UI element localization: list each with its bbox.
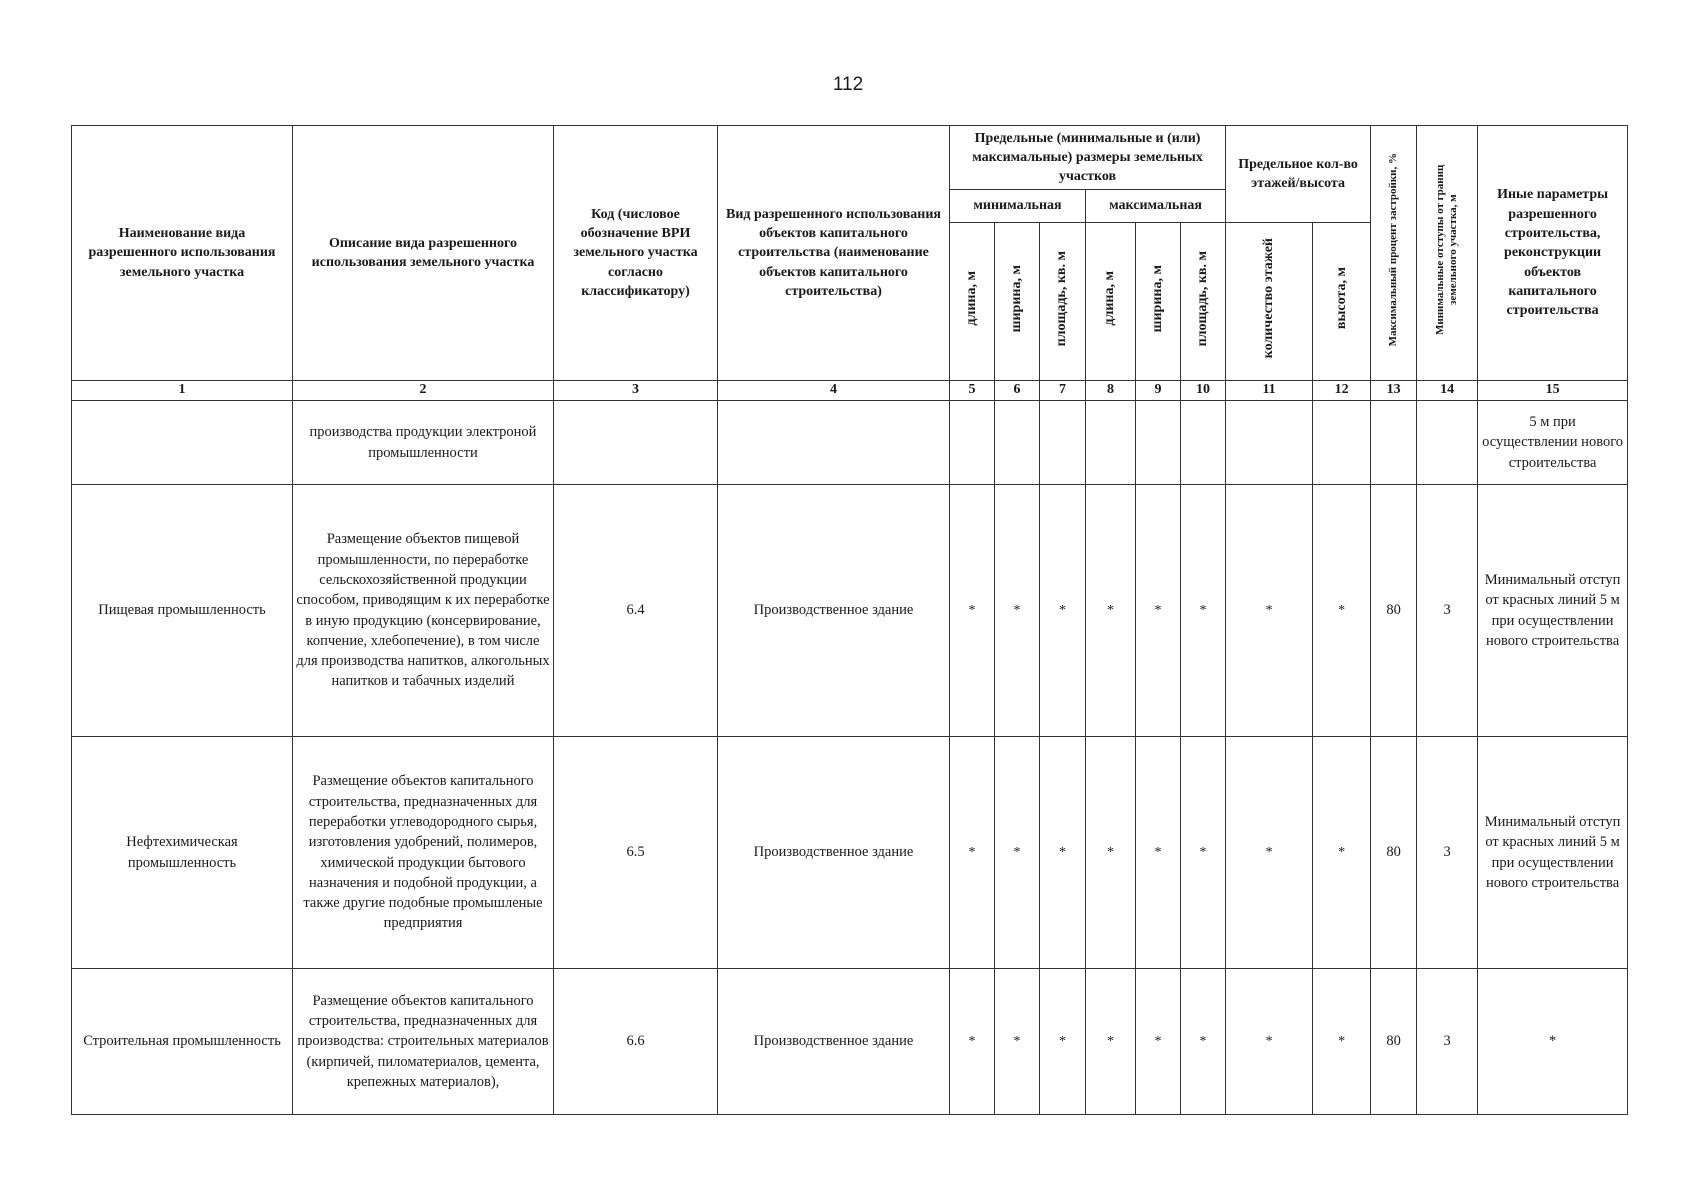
header-max-building-percent: Максимальный процент застройки, % <box>1371 126 1417 381</box>
height <box>1313 401 1371 485</box>
max-length: * <box>1086 485 1136 737</box>
min-area <box>1040 401 1086 485</box>
max-width <box>1136 401 1181 485</box>
header-min-setbacks: Минимальные отступы от границ земельного участка, м <box>1417 126 1478 381</box>
building-use: Производственное здание <box>718 737 950 969</box>
page-number: 112 <box>832 74 864 95</box>
header-max-width: ширина, м <box>1136 223 1181 381</box>
max-area: * <box>1181 485 1226 737</box>
column-number: 15 <box>1478 381 1628 401</box>
land-use-description: Размещение объектов пищевой промышленности, по переработке сельскохозяйственной продукции способом, приводящим к их переработке в иную продукцию (консервирование, копчение, хлебопечение), в том числе для производства напитков, алкогольных напитков и табачных изделий <box>293 485 554 737</box>
min-setback: 3 <box>1417 969 1478 1115</box>
land-use-code: 6.5 <box>554 737 718 969</box>
header-min-length: длина, м <box>950 223 995 381</box>
height: * <box>1313 969 1371 1115</box>
column-number: 4 <box>718 381 950 401</box>
table-row <box>72 485 1628 737</box>
max-area: * <box>1181 737 1226 969</box>
header-height: высота, м <box>1313 223 1371 381</box>
max-length: * <box>1086 737 1136 969</box>
header-max-area: площадь, кв. м <box>1181 223 1226 381</box>
min-width: * <box>995 485 1040 737</box>
column-number: 9 <box>1136 381 1181 401</box>
height: * <box>1313 737 1371 969</box>
column-numbers-row <box>72 381 1628 401</box>
building-use: Производственное здание <box>718 485 950 737</box>
floor-count: * <box>1226 969 1313 1115</box>
column-number: 12 <box>1313 381 1371 401</box>
max-building-percent: 80 <box>1371 485 1417 737</box>
min-area: * <box>1040 969 1086 1115</box>
zoning-table <box>71 125 1628 1115</box>
max-width: * <box>1136 485 1181 737</box>
min-width: * <box>995 737 1040 969</box>
table-row <box>72 737 1628 969</box>
header-code: Код (числовое обозначение ВРИ земельного участка согласно классификатору) <box>554 126 718 381</box>
max-width: * <box>1136 969 1181 1115</box>
max-length: * <box>1086 969 1136 1115</box>
header-max-length: длина, м <box>1086 223 1136 381</box>
header-floors-height: Предельное кол-во этажей/высота <box>1226 126 1371 223</box>
header-plot-sizes: Предельные (минимальные и (или) максимальные) размеры земельных участков <box>950 126 1226 190</box>
header-floor-count: количество этажей <box>1226 223 1313 381</box>
land-use-name <box>72 401 293 485</box>
column-number: 3 <box>554 381 718 401</box>
min-length: * <box>950 969 995 1115</box>
min-setback: 3 <box>1417 737 1478 969</box>
header-land-use-description: Описание вида разрешенного использования земельного участка <box>293 126 554 381</box>
land-use-description: Размещение объектов капитального строительства, предназначенных для переработки углеводородного сырья, изготовления удобрений, полимеров, химической продукции бытового назначения и подобной продукции, а также другие подобные промышленые предприятия <box>293 737 554 969</box>
other-parameters: Минимальный отступ от красных линий 5 м при осуществлении нового строительства <box>1478 485 1628 737</box>
header-min-area: площадь, кв. м <box>1040 223 1086 381</box>
min-length: * <box>950 485 995 737</box>
table-row <box>72 401 1628 485</box>
min-setback: 3 <box>1417 485 1478 737</box>
min-setback <box>1417 401 1478 485</box>
land-use-code: 6.4 <box>554 485 718 737</box>
column-number: 13 <box>1371 381 1417 401</box>
other-parameters: Минимальный отступ от красных линий 5 м при осуществлении нового строительства <box>1478 737 1628 969</box>
floor-count: * <box>1226 485 1313 737</box>
other-parameters: 5 м при осуществлении нового строительства <box>1478 401 1628 485</box>
min-length: * <box>950 737 995 969</box>
min-length <box>950 401 995 485</box>
max-building-percent: 80 <box>1371 969 1417 1115</box>
column-number: 7 <box>1040 381 1086 401</box>
min-width: * <box>995 969 1040 1115</box>
min-area: * <box>1040 485 1086 737</box>
header-min-width: ширина, м <box>995 223 1040 381</box>
max-area: * <box>1181 969 1226 1115</box>
land-use-name: Пищевая промышленность <box>72 485 293 737</box>
other-parameters: * <box>1478 969 1628 1115</box>
header-minimum: минимальная <box>950 190 1086 223</box>
floor-count <box>1226 401 1313 485</box>
column-number: 2 <box>293 381 554 401</box>
max-length <box>1086 401 1136 485</box>
column-number: 6 <box>995 381 1040 401</box>
header-other-parameters: Иные параметры разрешенного строительства, реконструкции объектов капитального строительства <box>1478 126 1628 381</box>
max-building-percent <box>1371 401 1417 485</box>
min-area: * <box>1040 737 1086 969</box>
column-number: 1 <box>72 381 293 401</box>
column-number: 14 <box>1417 381 1478 401</box>
land-use-description: производства продукции электроной промышленности <box>293 401 554 485</box>
column-number: 10 <box>1181 381 1226 401</box>
column-number: 5 <box>950 381 995 401</box>
max-building-percent: 80 <box>1371 737 1417 969</box>
land-use-name: Строительная промышленность <box>72 969 293 1115</box>
column-number: 11 <box>1226 381 1313 401</box>
height: * <box>1313 485 1371 737</box>
min-width <box>995 401 1040 485</box>
table-row <box>72 969 1628 1115</box>
floor-count: * <box>1226 737 1313 969</box>
header-land-use-name: Наименование вида разрешенного использования земельного участка <box>72 126 293 381</box>
header-building-use: Вид разрешенного использования объектов капитального строительства (наименование объектов капитального строительства) <box>718 126 950 381</box>
land-use-code <box>554 401 718 485</box>
header-maximum: максимальная <box>1086 190 1226 223</box>
max-area <box>1181 401 1226 485</box>
building-use: Производственное здание <box>718 969 950 1115</box>
land-use-description: Размещение объектов капитального строительства, предназначенных для производства: строительных материалов (кирпичей, пиломатериалов, цемента, крепежных материалов), <box>293 969 554 1115</box>
building-use <box>718 401 950 485</box>
max-width: * <box>1136 737 1181 969</box>
land-use-code: 6.6 <box>554 969 718 1115</box>
column-number: 8 <box>1086 381 1136 401</box>
land-use-name: Нефтехимическая промышленность <box>72 737 293 969</box>
